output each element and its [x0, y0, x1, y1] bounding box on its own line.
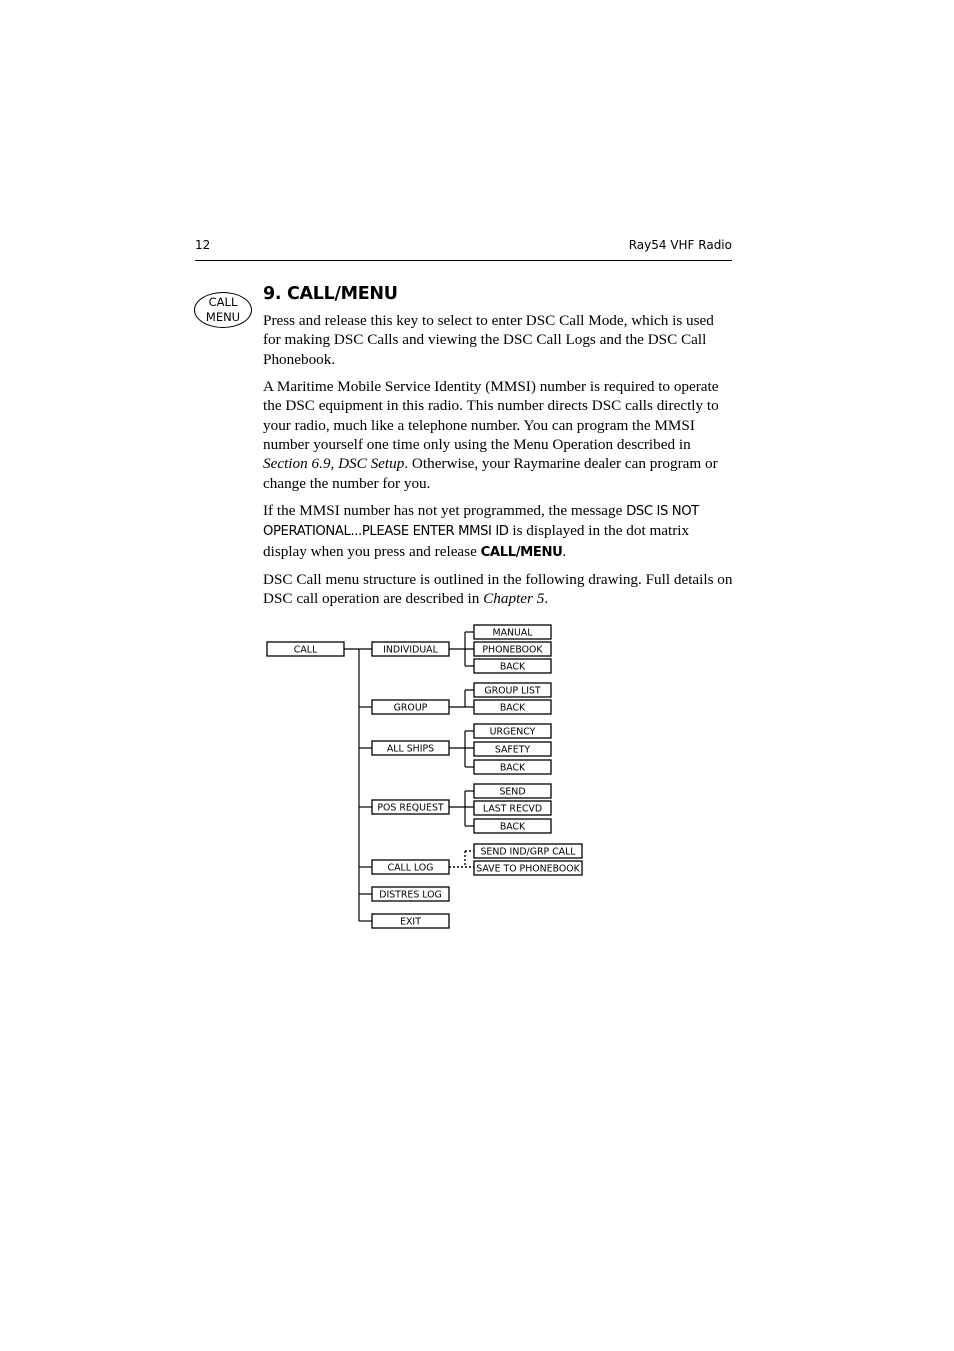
section-title: 9. CALL/MENU — [263, 284, 398, 304]
submenu-node-group-list-label: GROUP LIST — [484, 685, 541, 697]
paragraph-2-text-b: . Otherwise, your Raymarine dealer can program or change the number for you. — [263, 455, 718, 492]
key-name: CALL/MENU — [480, 544, 563, 560]
section-reference: Section 6.9, DSC Setup — [263, 455, 405, 473]
display-message: DSC IS NOT OPERATIONAL...PLEASE ENTER MMSI ID — [263, 503, 699, 540]
menu-node-call-label: CALL — [293, 644, 318, 656]
paragraph-3-text-a: If the MMSI number has not yet programmed, the message — [263, 501, 627, 519]
paragraph-3-text-c: . — [562, 542, 567, 560]
paragraph-4-text-a: DSC Call menu structure is outlined in the following drawing. Full details on DSC call operation are described in — [263, 570, 733, 608]
submenu-node-save-to-phonebook-label: SAVE TO PHONEBOOK — [476, 863, 580, 875]
paragraph-4-text-b: . — [544, 590, 549, 608]
paragraph-2-text-a: A Maritime Mobile Service Identity (MMSI) number is required to operate the DSC equipment in this radio. This number directs DSC calls directly to your radio, much like a telephone number. You can program the MMSI number yourself one time only using the Menu Operation described in — [263, 377, 719, 454]
menu-node-all-ships-label: ALL SHIPS — [386, 743, 435, 755]
menu-node-exit-label: EXIT — [400, 916, 421, 928]
submenu-node-last-recvd-label: LAST RECVD — [482, 803, 543, 815]
paragraph-3-text-b: is displayed in the dot matrix display when you press and release — [263, 522, 690, 560]
submenu-node-safety-label: SAFETY — [494, 744, 531, 756]
running-header-title: Ray54 VHF Radio — [628, 238, 732, 252]
submenu-node-back-label: BACK — [499, 762, 526, 774]
key-label-line1: CALL — [208, 295, 238, 309]
submenu-node-back-label: BACK — [499, 661, 526, 673]
page-number: 12 — [195, 238, 211, 252]
submenu-node-back-label: BACK — [499, 821, 526, 833]
submenu-node-phonebook-label: PHONEBOOK — [482, 644, 543, 656]
chapter-reference: Chapter 5 — [483, 590, 545, 608]
key-label-line2: MENU — [205, 310, 241, 324]
submenu-node-back-label: BACK — [499, 702, 526, 714]
menu-node-distres-log-label: DISTRES LOG — [379, 889, 442, 901]
submenu-node-send-label: SEND — [499, 786, 526, 798]
menu-node-call-log-label: CALL LOG — [387, 862, 434, 874]
submenu-node-urgency-label: URGENCY — [489, 726, 536, 738]
submenu-node-manual-label: MANUAL — [492, 627, 533, 639]
paragraph-1: Press and release this key to select to enter DSC Call Mode, which is used for making DSC Calls and viewing the DSC Call Logs and the DSC Call Phonebook. — [263, 312, 714, 368]
menu-node-pos-request-label: POS REQUEST — [377, 802, 444, 814]
submenu-node-send-ind-grp-call-label: SEND IND/GRP CALL — [480, 846, 576, 858]
menu-node-individual-label: INDIVIDUAL — [383, 644, 438, 656]
menu-node-group-label: GROUP — [393, 702, 428, 714]
